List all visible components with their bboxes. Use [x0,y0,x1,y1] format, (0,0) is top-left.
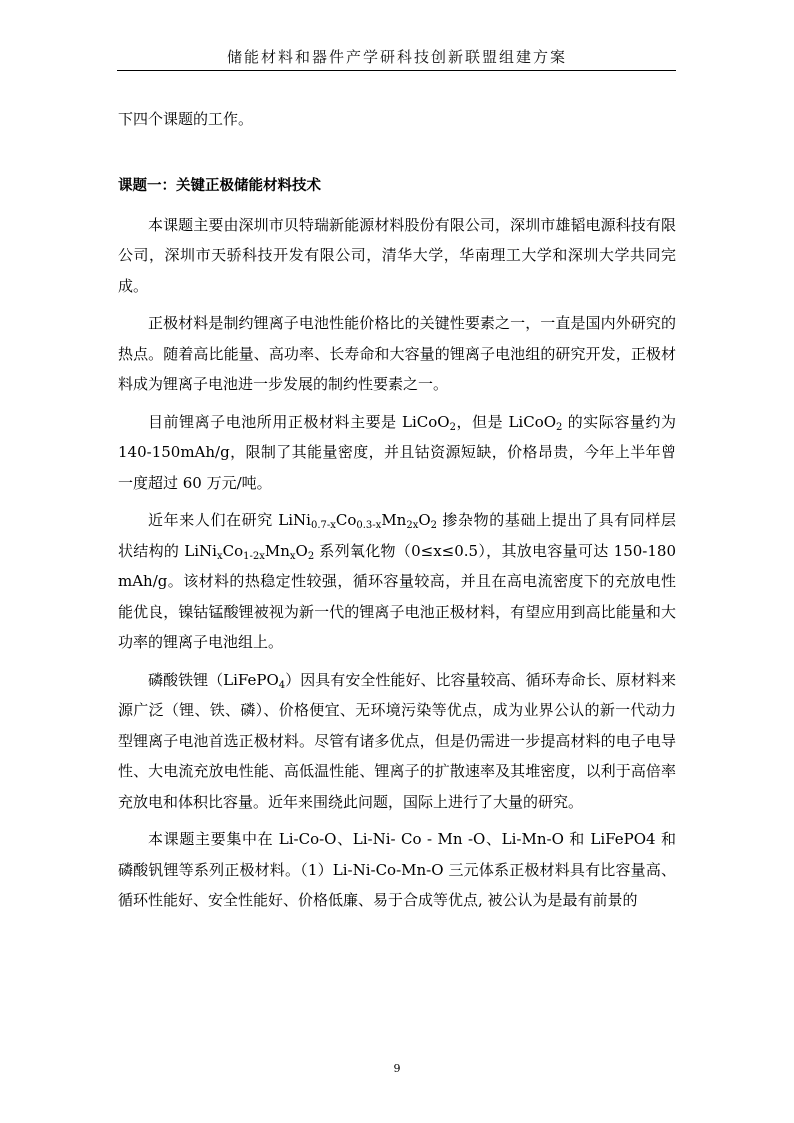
paragraph-nmc: 近年来人们在研究 $LiNi_{0.7-x}Co_{0.3-x}Mn_{2x}O_2$ 掺杂物的基础上提出了具有同样层状结构的 $LiNi_xCo_{1-2x}Mn_xO_2$ 系列氧化物（0≤x≤0.5），其放电容量可达 150-180 mAh/g。该材料的热稳定性较强，循环容量较高，并且在高电流密度下的充放电性能优良，镍钴锰酸锂被视为新一代的锂离子电池正极材料，有望应用到高比能量和大功率的锂离子电池组上。 [118,511,676,651]
paragraph-lifepo4: 磷酸铁锂（LiFePO$_4$）因具有安全性能好、比容量较高、循环寿命长、原材料来源广泛（锂、铁、磷）、价格便宜、无环境污染等优点，成为业界公认的新一代动力型锂离子电池首选正极材料。尽管有诸多优点，但是仍需进一步提高材料的电子电导性、大电流充放电性能、高低温性能、锂离子的扩散速率及其堆密度，以利于高倍率充放电和体积比容量。近年来围绕此问题，国际上进行了大量的研究。 [118,670,676,811]
paragraph-participants: 本课题主要由深圳市贝特瑞新能源材料股份有限公司，深圳市雄韬电源科技有限公司，深圳市天骄科技开发有限公司，清华大学，华南理工大学和深圳大学共同完成。 [118,215,676,295]
header-rule [117,70,676,71]
paragraph-focus: 本课题主要集中在 Li-Co-O、Li-Ni- Co - Mn -O、Li-Mn-O 和 LiFePO4 和磷酸钒锂等系列正极材料。（1）Li-Ni-Co-Mn-O 三元体系正极材料具有比容量高、循环性能好、安全性能好、价格低廉、易于合成等优点, 被公认为是最有前景的 [118,830,676,909]
paragraph-continuation: 下四个课题的工作。 [118,110,254,128]
page-number: 9 [393,1062,401,1075]
document-body [118,104,676,923]
paragraph-licoo2: 目前锂离子电池所用正极材料主要是 LiCoO$_2$，但是 LiCoO$_2$ 的实际容量约为 140-150mAh/g，限制了其能量密度，并且钴资源短缺，价格昂贵，今年上半年曾一度超过 60 万元/吨。 [118,412,676,492]
paragraph-cathode-intro: 正极材料是制约锂离子电池性能价格比的关键性要素之一，一直是国内外研究的热点。随着高比能量、高功率、长寿命和大容量的锂离子电池组的研究开发，正极材料成为锂离子电池进一步发展的制约性要素之一。 [118,314,676,393]
section-heading: 课题一：关键正极储能材料技术 [118,177,321,194]
page-header-title: 储能材料和器件产学研科技创新联盟组建方案 [226,48,567,66]
